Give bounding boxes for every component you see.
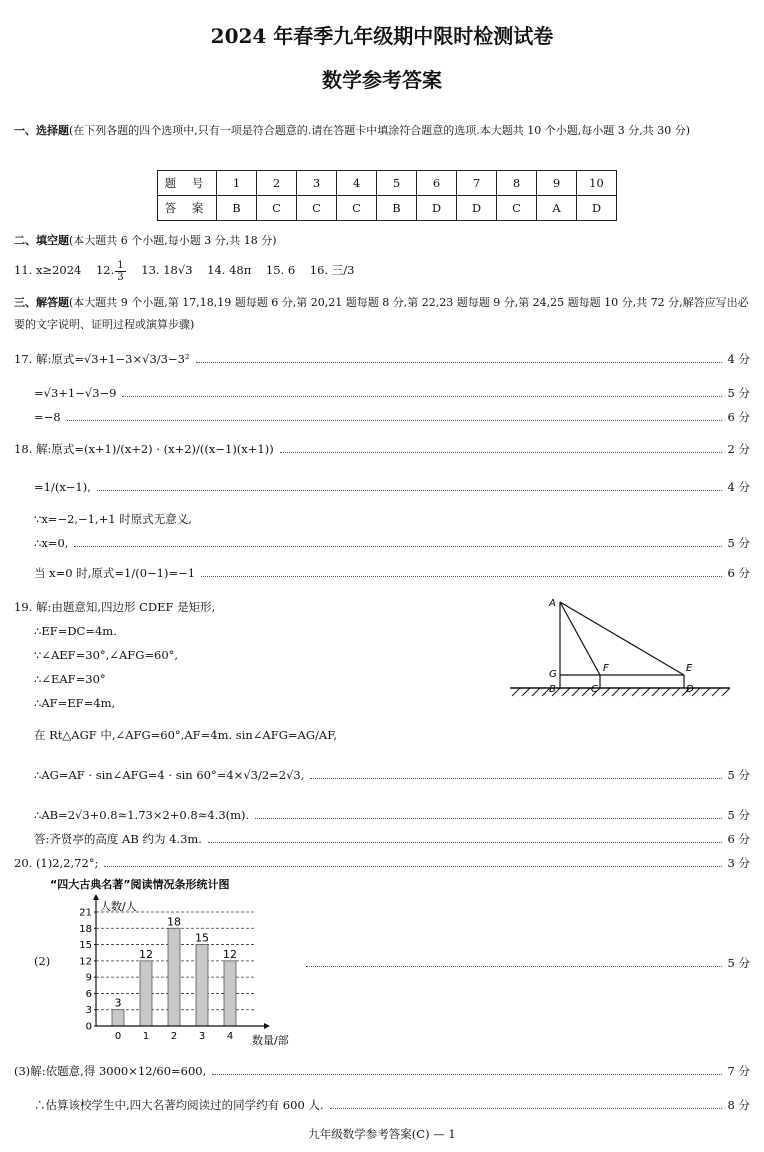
point-label-f: F xyxy=(603,663,609,674)
y-tick-label: 0 xyxy=(85,1021,92,1033)
table-cell: 4 xyxy=(337,171,377,196)
table-cell: B xyxy=(217,196,257,221)
answer-14: 14. 48π xyxy=(207,263,252,277)
part2-heading: 二、填空题 xyxy=(14,234,69,247)
line-text: 当 x=0 时,原式=1/(0−1)=−1 xyxy=(34,566,196,580)
table-cell: 8 xyxy=(497,171,537,196)
point-label-b: B xyxy=(549,684,556,695)
line-text: 19. 解:由题意知,四边形 CDEF 是矩形, xyxy=(14,600,216,614)
leader-dots xyxy=(212,1074,721,1075)
table-cell: C xyxy=(337,196,377,221)
leader-dots xyxy=(67,420,722,421)
table-cell: D xyxy=(417,196,457,221)
line-text: ∴x=0, xyxy=(34,536,69,550)
q19-line-7 xyxy=(14,766,750,784)
q20-line-1 xyxy=(14,854,750,872)
line-text: ∴AG=AF · sin∠AFG=4 · sin 60°=4×√3/2=2√3, xyxy=(34,768,305,782)
fill-in-answers xyxy=(14,258,354,283)
table-cell: 2 xyxy=(257,171,297,196)
x-tick-label: 3 xyxy=(198,1031,206,1042)
line-text: =1/(x−1), xyxy=(34,480,91,494)
leader-dots xyxy=(201,576,721,577)
data-label: 18 xyxy=(167,915,181,929)
answer-table-num-row xyxy=(158,171,617,196)
reading-bar-chart xyxy=(40,874,310,1048)
page-footer: 九年级数学参考答案(C) — 1 xyxy=(308,1127,456,1141)
chart-xlabel: 数量/部 xyxy=(252,1034,289,1047)
answer-11: 11. x≥2024 xyxy=(14,263,82,277)
part3-heading: 三、解答题 xyxy=(14,296,69,309)
data-label: 12 xyxy=(139,947,153,961)
line-text: ∴EF=DC=4m. xyxy=(34,624,117,638)
y-tick-label: 21 xyxy=(79,907,92,919)
score-label: 4 分 xyxy=(727,352,750,366)
line-text: ∵∠AEF=30°,∠AFG=60°, xyxy=(34,648,179,662)
part1-heading-block xyxy=(14,120,754,142)
point-label-a: A xyxy=(549,598,556,609)
answer-12-label: 12. xyxy=(95,263,115,277)
q19-line-5 xyxy=(14,694,504,712)
leader-dots xyxy=(280,452,722,453)
line-text: (3)解:依题意,得 3000×12/60=600, xyxy=(14,1064,207,1078)
fraction-numerator: 1 xyxy=(117,259,124,271)
q20-part2-score-line xyxy=(300,954,750,972)
table-cell: B xyxy=(377,196,417,221)
part1-heading: 一、选择题 xyxy=(14,124,69,137)
q18-line-2 xyxy=(14,478,750,496)
leader-dots xyxy=(74,546,721,547)
score-label: 5 分 xyxy=(727,386,750,400)
answer-12-fraction xyxy=(115,260,125,283)
table-cell: C xyxy=(297,196,337,221)
score-label: 7 分 xyxy=(727,1064,750,1078)
score-label: 4 分 xyxy=(727,480,750,494)
line-text: 17. 解:原式=√3+1−3×√3/3−3² xyxy=(14,352,190,366)
data-label: 3 xyxy=(114,996,122,1010)
leader-dots xyxy=(196,362,722,363)
score-label: 3 分 xyxy=(727,856,750,870)
q20-line-3 xyxy=(14,1062,750,1080)
part3-desc: (本大题共 9 个小题,第 17,18,19 题每题 6 分,第 20,21 题每题 8 分,第 22,23 题每题 9 分,第 24,25 题每题 10 分,共 72 分,解答应写出必要的文字说明、证明过程或演算步骤) xyxy=(14,296,749,331)
y-tick-label: 18 xyxy=(79,923,92,935)
leader-dots xyxy=(306,966,722,967)
table-header-num: 题 号 xyxy=(158,171,217,196)
part1-desc: (在下列各题的四个选项中,只有一项是符合题意的.请在答题卡中填涂符合题意的选项.本大题共 10 个小题,每小题 3 分,共 30 分) xyxy=(69,124,691,137)
q18-line-5 xyxy=(14,564,750,582)
leader-dots xyxy=(122,396,721,397)
line-text: ∴AB=2√3+0.8≈1.73×2+0.8≈4.3(m). xyxy=(34,808,250,822)
x-tick-label: 2 xyxy=(170,1031,178,1042)
score-label: 5 分 xyxy=(727,536,750,550)
leader-dots xyxy=(208,842,722,843)
point-label-c: C xyxy=(591,684,598,695)
bar xyxy=(168,928,180,1026)
y-tick-label: 12 xyxy=(79,956,92,968)
table-cell: A xyxy=(537,196,577,221)
q19-geometry-figure xyxy=(500,592,740,704)
score-label: 8 分 xyxy=(727,1098,750,1112)
part2-desc: (本大题共 6 个小题,每小题 3 分,共 18 分) xyxy=(69,234,277,247)
page-title: 2024 年春季九年级期中限时检测试卷 xyxy=(210,24,554,48)
chart-title: “四大古典名著”阅读情况条形统计图 xyxy=(50,878,230,891)
fraction-denominator: 3 xyxy=(117,271,124,283)
y-tick-label: 15 xyxy=(79,940,92,952)
ground-hatching xyxy=(512,688,730,696)
page-subtitle: 数学参考答案 xyxy=(322,68,442,92)
data-label: 15 xyxy=(195,931,209,945)
q18-line-3 xyxy=(14,510,750,528)
line-text: ∴估算该校学生中,四大名著均阅读过的同学约有 600 人. xyxy=(34,1098,324,1112)
y-tick-label: 3 xyxy=(85,1005,92,1017)
data-label: 12 xyxy=(223,947,237,961)
score-label: 5 分 xyxy=(727,808,750,822)
x-tick-label: 0 xyxy=(114,1031,122,1042)
segment-ae xyxy=(560,602,684,675)
q19-line-1 xyxy=(14,598,504,616)
bar xyxy=(140,961,152,1026)
bar xyxy=(112,1010,124,1026)
table-cell: 6 xyxy=(417,171,457,196)
score-label: 2 分 xyxy=(727,442,750,456)
score-label: 5 分 xyxy=(727,768,750,782)
q19-line-2 xyxy=(14,622,504,640)
q19-line-8 xyxy=(14,806,750,824)
answer-15: 15. 6 xyxy=(265,263,296,277)
answer-table-ans-row xyxy=(158,196,617,221)
bar xyxy=(224,961,236,1026)
x-tick-label: 1 xyxy=(142,1031,150,1042)
leader-dots xyxy=(97,490,722,491)
line-text: ∵x=−2,−1,+1 时原式无意义, xyxy=(34,512,192,526)
score-label: 5 分 xyxy=(727,956,750,970)
q17-line-3 xyxy=(14,408,750,426)
leader-dots xyxy=(104,866,721,867)
q17-line-1 xyxy=(14,350,750,368)
leader-dots xyxy=(330,1108,722,1109)
y-tick-label: 9 xyxy=(85,972,92,984)
point-label-e: E xyxy=(686,663,693,674)
table-cell: D xyxy=(577,196,617,221)
q20-line-4 xyxy=(14,1096,750,1114)
score-label: 6 分 xyxy=(727,566,750,580)
leader-dots xyxy=(255,818,721,819)
y-tick-label: 6 xyxy=(85,988,92,1000)
table-cell: C xyxy=(257,196,297,221)
part2-heading-block xyxy=(14,230,754,252)
answer-13: 13. 18√3 xyxy=(141,263,193,277)
leader-dots xyxy=(310,778,721,779)
q20-part2-label: (2) xyxy=(34,954,51,968)
line-text: =−8 xyxy=(34,410,61,424)
table-cell: 1 xyxy=(217,171,257,196)
segment-af xyxy=(560,602,600,675)
line-text: 18. 解:原式=(x+1)/(x+2) · (x+2)/((x−1)(x+1)) xyxy=(14,442,274,456)
table-cell: C xyxy=(497,196,537,221)
y-axis-arrow xyxy=(93,894,99,900)
answer-table xyxy=(157,170,617,221)
line-text: 20. (1)2,2,72°; xyxy=(14,856,99,870)
table-cell: 10 xyxy=(577,171,617,196)
chart-ylabel: 人数/人 xyxy=(100,900,137,913)
score-label: 6 分 xyxy=(727,832,750,846)
line-text: 在 Rt△AGF 中,∠AFG=60°,AF=4m. sin∠AFG=AG/AF, xyxy=(34,728,338,742)
table-cell: D xyxy=(457,196,497,221)
part3-heading-block xyxy=(14,292,754,336)
table-cell: 5 xyxy=(377,171,417,196)
point-label-d: D xyxy=(686,684,694,695)
q19-line-6 xyxy=(14,726,750,744)
table-cell: 3 xyxy=(297,171,337,196)
answer-16: 16. 三/3 xyxy=(309,263,355,277)
bar xyxy=(196,945,208,1026)
q19-line-3 xyxy=(14,646,504,664)
table-cell: 9 xyxy=(537,171,577,196)
point-label-g: G xyxy=(549,669,557,680)
score-label: 6 分 xyxy=(727,410,750,424)
q18-line-1 xyxy=(14,440,750,458)
q19-line-9 xyxy=(14,830,750,848)
x-axis-arrow xyxy=(264,1023,270,1029)
line-text: =√3+1−√3−9 xyxy=(34,386,117,400)
q19-line-4 xyxy=(14,670,504,688)
table-cell: 7 xyxy=(457,171,497,196)
q17-line-2 xyxy=(14,384,750,402)
line-text: ∴AF=EF=4m, xyxy=(34,696,116,710)
line-text: ∴∠EAF=30° xyxy=(34,672,106,686)
x-tick-label: 4 xyxy=(226,1031,234,1042)
line-text: 答:齐贤亭的高度 AB 约为 4.3m. xyxy=(34,832,202,846)
q18-line-4 xyxy=(14,534,750,552)
table-header-ans: 答 案 xyxy=(158,196,217,221)
